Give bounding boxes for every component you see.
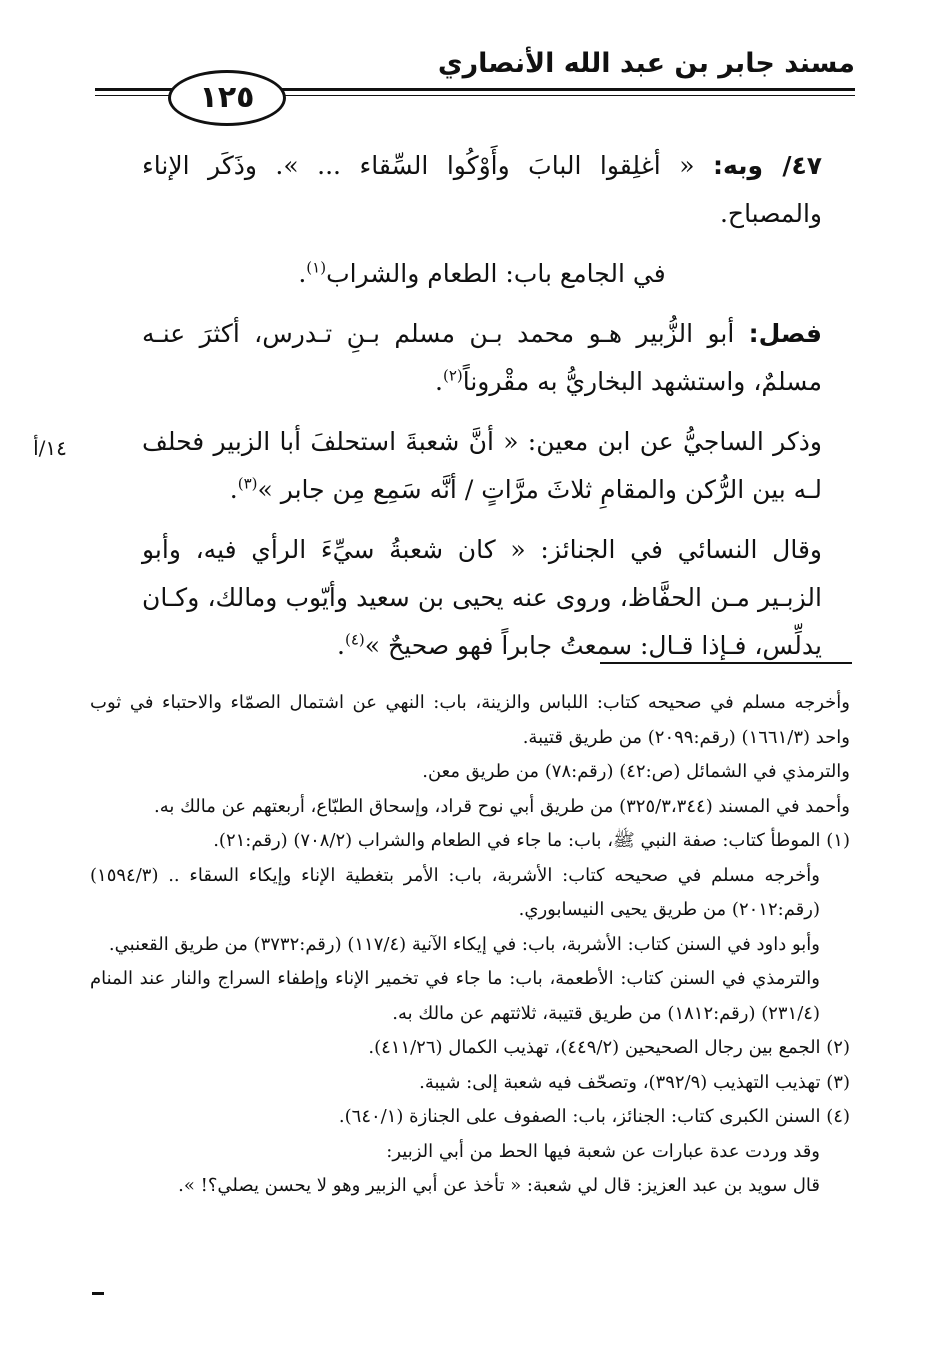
fasl-text: أبو الزُّبير هـو محمد بـن مسلم بـنِ تـدرس، أكثرَ عنـه مسلمٌ، واستشهد البخاريُّ به مقْروناً [142, 319, 822, 396]
page-number: ١٢٥ [199, 80, 255, 115]
footnote-4: (٤) السنن الكبرى كتاب: الجنائز، باب: الصفوف على الجنازة (٦٤٠/١). [338, 1106, 850, 1127]
footnote-2: (٢) الجمع بين رجال الصحيحين (٤٤٩/٢)، تهذيب الكمال (٤١١/٢٦). [368, 1037, 850, 1058]
footnote-3: (٣) تهذيب التهذيب (٣٩٢/٩)، وتصحّف فيه شعبة إلى: شيبة. [419, 1071, 850, 1093]
paragraph-nasai [142, 526, 822, 670]
footnote-ref-3: (٣) [237, 474, 258, 493]
saji-end: . [229, 475, 238, 504]
hadith-text: « أغلِقوا البابَ وأَوْكُوا السِّقاء ... ». وذَكَر الإناء والمصباح. [142, 151, 822, 228]
source-text: في الجامع باب: الطعام والشراب [326, 259, 666, 288]
nasai-text: وقال النسائي في الجنائز: « كان شعبةُ سيِّءَ الرأي فيه، وأبو الزبـير مـن الحفَّاظ، وروى عنه يحيى بن سعيد وأيّوب ومالك، وكـان يدلِّس، فـإذا قـال: سمعتُ جابراً فهو صحيحٌ » [142, 535, 822, 660]
paragraph-source [142, 250, 822, 298]
footnote-line: وأخرجه مسلم في صحيحه كتاب: اللباس والزينة، باب: النهي عن اشتمال الصمّاء والاحتباء في ثوب واحد (١٦٦١/٣) (رقم:٢٠٩٩) من طريق قتيبة. [90, 692, 850, 748]
continuation-mark [92, 1292, 104, 1295]
footnotes [90, 686, 850, 1204]
page-number-badge [168, 70, 286, 126]
footnote-line: وأبو داود في السنن كتاب: الأشربة، باب: في إيكاء الآنية (١١٧/٤) (رقم:٣٧٣٢) من طريق القعنبي. [108, 933, 820, 955]
saji-text: وذكر الساجيُّ عن ابن معين: « أنَّ شعبةَ استحلفَ أبا الزبير فحلف لـه بين الرُّكن والمقامِ ثلاثَ مرَّاتٍ / أنَّه سَمِع مِن جابر » [142, 427, 822, 504]
footnote-1: (١) الموطأ كتاب: صفة النبي ﷺ، باب: ما جاء في الطعام والشراب (٧٠٨/٢) (رقم:٢١). [213, 830, 850, 851]
paragraph-fasl [142, 310, 822, 406]
footnote-line: وأحمد في المسند (٣٢٥/٣،٣٤٤) من طريق أبي نوح قراد، وإسحاق الطبّاع، أربعتهم عن مالك به. [153, 795, 850, 817]
footnote-ref-2: (٢) [442, 366, 463, 385]
fasl-lead: فصل: [748, 319, 822, 348]
nasai-end: . [337, 631, 345, 660]
footnote-line: قال سويد بن عبد العزيز: قال لي شعبة: « تأخذ عن أبي الزبير وهو لا يحسن يصلي؟! ». [178, 1175, 820, 1196]
footnote-separator [600, 662, 852, 664]
fasl-end: . [435, 367, 443, 396]
source-end: . [298, 259, 307, 288]
footnote-ref-1: (١) [306, 258, 327, 277]
footnote-ref-4: (٤) [344, 630, 365, 649]
manuscript-folio-note: ١٤/أ [33, 436, 67, 460]
footnote-line: وأخرجه مسلم في صحيحه كتاب: الأشربة، باب: الأمر بتغطية الإناء وإيكاء السقاء .. (١٥٩٤/٣) (رقم:٢٠١٢) من طريق يحيى النيسابوري. [90, 864, 820, 920]
footnote-line: وقد وردت عدة عبارات عن شعبة فيها الحط من أبي الزبير: [386, 1140, 820, 1162]
paragraph-hadith-47 [142, 142, 822, 238]
paragraph-saji [142, 418, 822, 514]
footnote-line: والترمذي في السنن كتاب: الأطعمة، باب: ما جاء في تخمير الإناء وإطفاء السراج والنار عند المنام (٢٣١/٤) (رقم:١٨١٢) من طريق قتيبة، ثلاثتهم عن مالك به. [90, 968, 820, 1024]
hadith-number-lead: ٤٧/ وبه: [713, 151, 823, 180]
main-text [142, 142, 822, 682]
footnote-line: والترمذي في الشمائل (ص:٤٢) (رقم:٧٨) من طريق معن. [422, 761, 850, 782]
running-header-title: مسند جابر بن عبد الله الأنصاري [437, 48, 855, 79]
